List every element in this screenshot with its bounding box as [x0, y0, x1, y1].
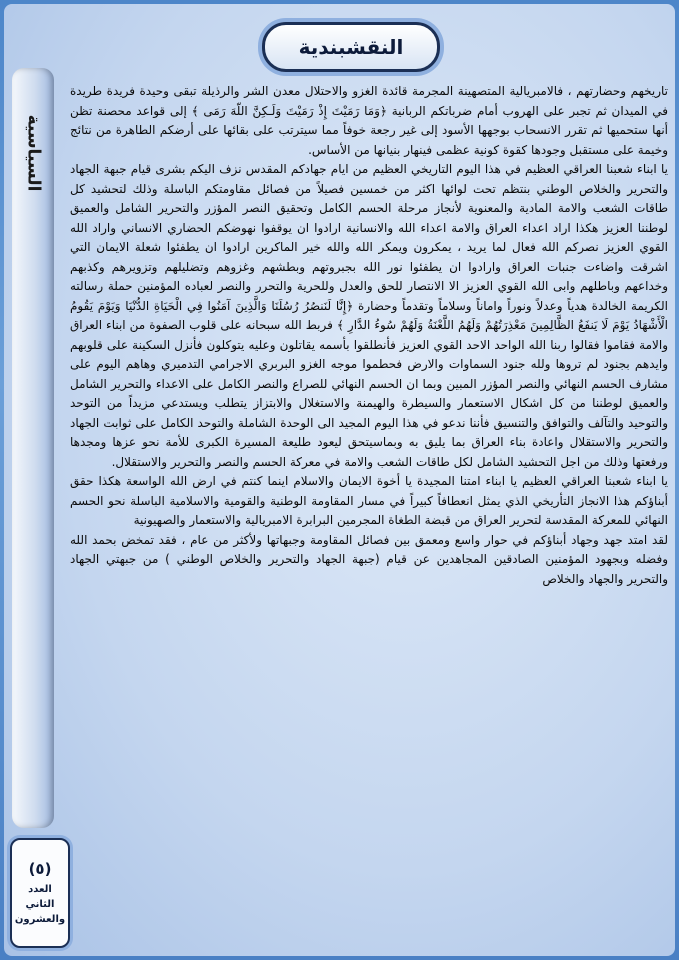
- issue-label-3: والعشرون: [14, 913, 66, 925]
- article-paragraph: يا ابناء شعبنا العراقي العظيم في هذا اليوم التاريخي العظيم من ايام جهادكم المقدس نزف اليكم بشرى قيام جبهة الجهاد والتحرير والخلاص الوطني بنتظم تحت لوائها اكثر من خمسين فصيلاً من فصائل مقاومتكم الباسلة وذلك لتحشيد كل طاقات الشعب والامة المادية والمعنوية لأنجاز مرحلة الحسم الكامل وتحقيق النصر المؤزر والتحرير الشامل والعميق لوطننا العزيز هكذا اراد اعداء العراق والامة اعداء الله والانسانية ارادوا ان يوقفوا نهوضكم الحضاري الانساني واراد الله القوي العزيز نصركم الله فعال لما يريد ، يمكرون ويمكر الله والله خير الماكرين ارادوا ان يطفئوا شعلة الايمان التي اشرقت واضاءت جنبات العراق وارادوا ان يطفئوا نور الله بجبروتهم وبطشهم وغزوهم وتضليلهم وتزويرهم وكذبهم وخداعهم وباطلهم وابى الله القوي العزيز الا الانتصار للحق والعدل وللحرية والتحرر والنصر لعباده المؤمنين حملة رسالته الكريمة الخالدة هدياً وعدلاً ونوراً واماناً وسلاماً وتقدماً وحضارة ﴿إِنَّا لَنَنصُرُ رُسُلَنَا وَالَّذِينَ آمَنُوا فِي الْحَيَاةِ الدُّنْيَا وَيَوْمَ يَقُومُ الْأَشْهَادُ يَوْمَ لَا يَنفَعُ الظَّالِمِينَ مَعْذِرَتُهُمْ وَلَهُمُ اللَّعْنَةُ وَلَهُمْ سُوءُ الدَّارِ ﴾ فربط الله سبحانه على قلوب الصفوة من ابناء العراق والامة فقاموا فقالوا ربنا الله الواحد الاحد القوي العزيز فأنطلقوا بأسمه يقاتلون وعليه يتوكلون فأنزل السكينة على قلوبهم وايدهم بجنود لم تروها ولله جنود السماوات والارض فحطموا موجه الغزو البربري الاجرامي التدميري وهاهم اليوم على مشارف الحسم النهائي والنصر المؤزر المبين وبما ان الحسم النهائي للصراع والنصر الكامل على الاعداء والتحرير الشامل والعميق لوطننا من كل اشكال الاستعمار والسيطرة والهيمنة والاستغلال والابتزاز يتطلب ويستدعي مزيداً من التوحد والتوحيد والتآلف والتوافق والتنسيق فأننا ندعو في هذا اليوم المجيد الى الوحدة الشاملة والتوحد الكامل على ثوابت الجهاد والتحرير والاستقلال واعادة بناء العراق بما يليق به وبماسيتحق ليعود طليعة المسيرة الكبرى للأمة نحو عزها ومجدها ورفعتها وذلك من اجل التحشيد الشامل لكل طاقات الشعب والامة في معركة الحسم والنصر والتحرير والاستقلال.: [70, 162, 668, 469]
- article-paragraph: تاريخهم وحضارتهم ، فالامبريالية المتصهينة المجرمة قائدة الغزو والاحتلال معدن الشر والرذيلة تبقى وحيدة فريدة طريدة في الميدان ثم تجبر على الهروب أمام ضرباتكم الربانية ﴿وَمَا رَمَيْتَ إِذْ رَمَيْتَ وَلَـكِنَّ اللّهَ رَمَى ﴾ إلى قواعد محصنة تظن أنها ستحميها ثم تقرر الانسحاب بوجهها الأسود إلى غير رجعة خوفاً مما سيترتب على بقائها على أرضكم الطاهرة من نتائج وخيمة على مستقبل وجودها كقوة كونية عظمى فينهار بنيانها من الأساس.: [70, 84, 668, 157]
- article-body: [70, 82, 668, 948]
- section-label: السياسية: [23, 114, 43, 192]
- section-label-container: [18, 88, 48, 218]
- issue-label-2: الثاني: [25, 898, 55, 910]
- magazine-title: النقشبندية: [298, 35, 404, 59]
- issue-label-1: العدد: [28, 883, 52, 895]
- magazine-title-badge: [262, 22, 440, 72]
- page-number: (٥): [28, 859, 52, 878]
- issue-box: [10, 838, 70, 948]
- article-paragraph: يا ابناء شعبنا العراقي العظيم يا ابناء امتنا المجيدة يا أخوة الايمان والاسلام اينما كنتم في ارض الله الواسعة هكذا حقق أبناؤكم هذا الانجاز التأريخي الذي يمثل انعطافاً كبيراً في مسار المقاومة الوطنية والقومية والاسلامية الباسلة نحو الحسم النهائي للمعركة المقدسة لتحرير العراق من قبضة الطغاة المجرمين البرابرة الامبريالية والاستعمار والصهيونية: [70, 474, 668, 527]
- article-paragraph: لقد امتد جهد وجهاد أبناؤكم في حوار واسع ومعمق بين فصائل المقاومة وجبهاتها ولأكثر من عام ، فقد تمخض بحمد الله وفضله وبجهود المؤمنين الصادقين المجاهدين عن قيام (جبهة الجهاد والتحرير والخلاص الوطني ) من جبهتي الجهاد والتحرير والجهاد والخلاص: [70, 532, 668, 586]
